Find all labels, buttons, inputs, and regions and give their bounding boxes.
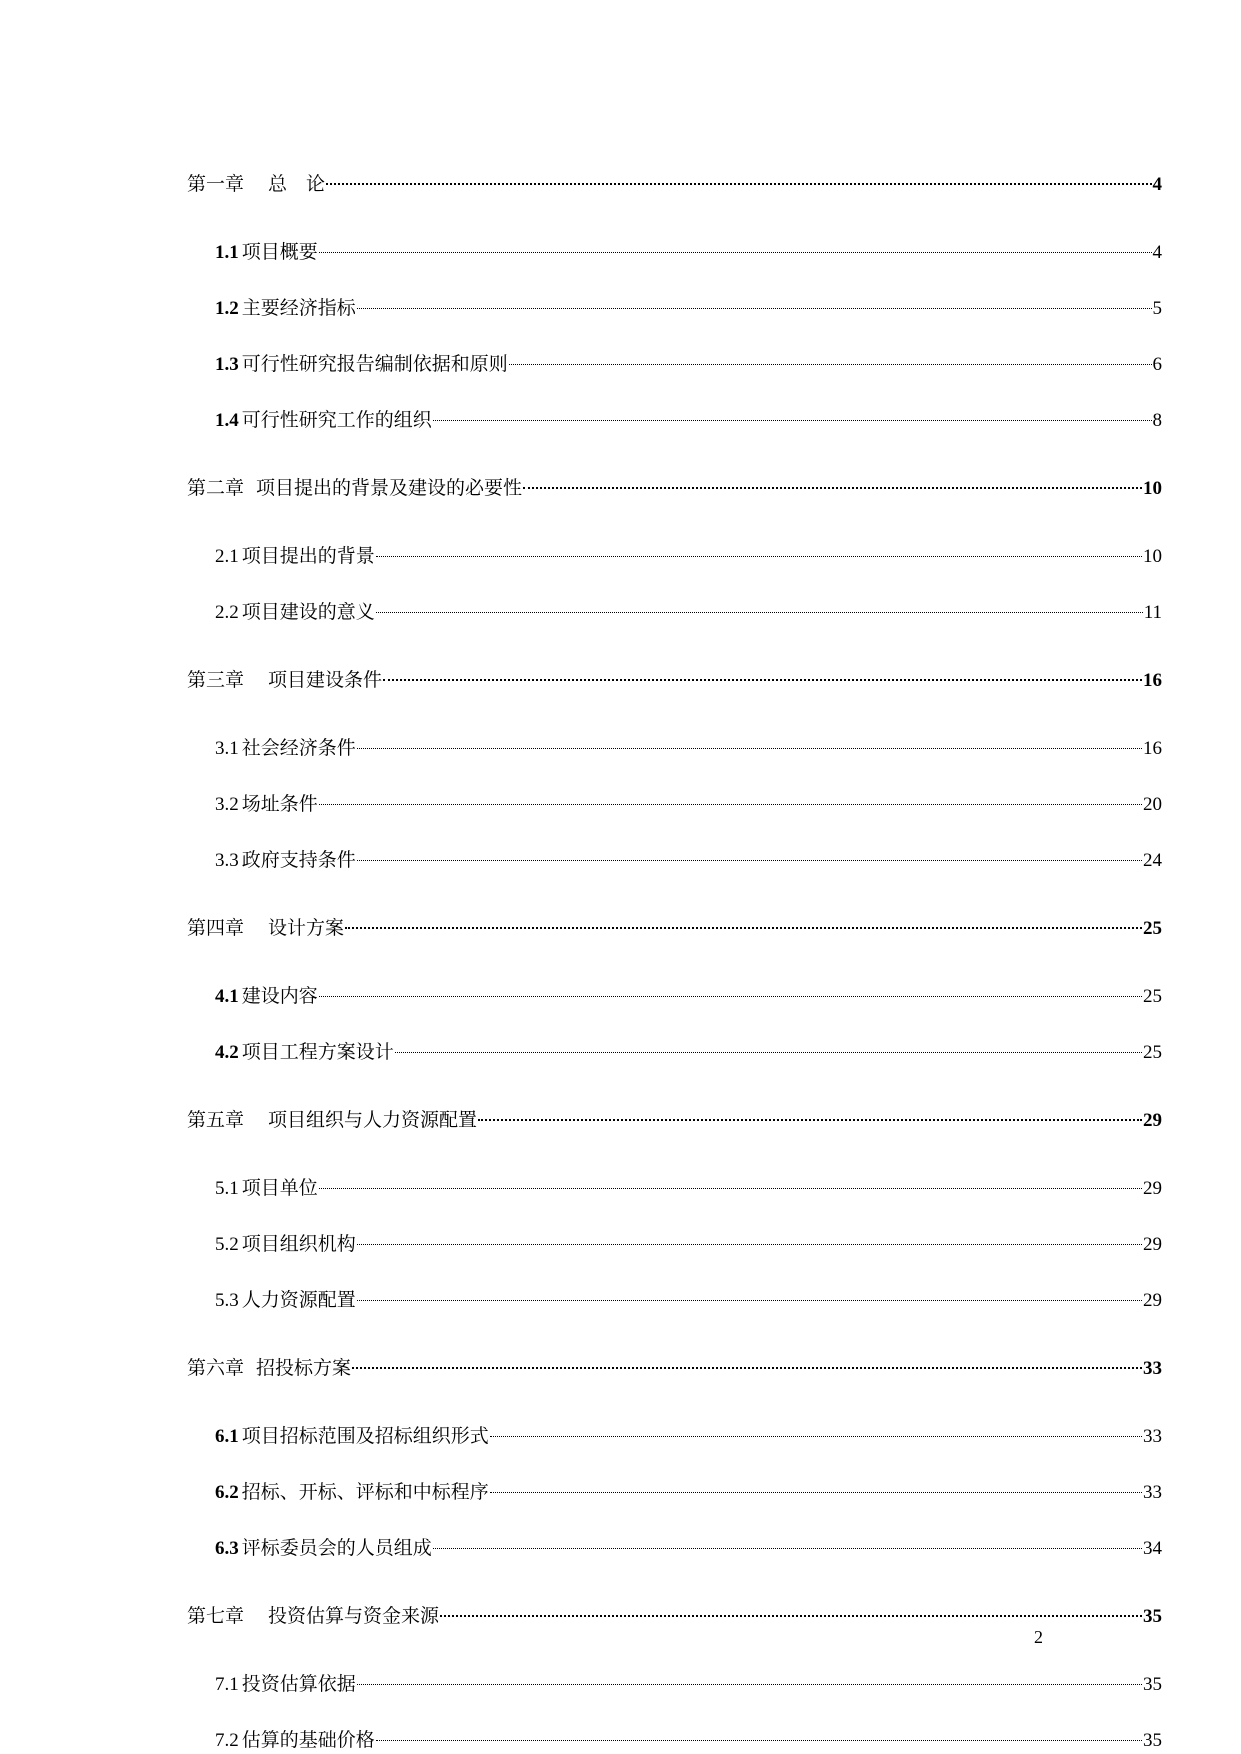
toc-entry-page-number: 29 [1143, 1290, 1162, 1311]
toc-entry-number: 3.3 [215, 850, 239, 871]
toc-entry-page-number: 33 [1143, 1426, 1162, 1447]
toc-entry-number: 7.1 [215, 1674, 239, 1695]
toc-entry-title: 可行性研究工作的组织 [241, 410, 432, 431]
toc-entry-page-number: 20 [1143, 794, 1162, 815]
toc-entry-page-number: 4 [1152, 242, 1162, 263]
dot-leader [490, 1474, 1142, 1498]
toc-chapter-entry[interactable] [187, 1350, 1162, 1381]
toc-section-entry[interactable] [187, 1034, 1162, 1065]
dot-leader [523, 470, 1142, 494]
dot-leader [357, 1226, 1142, 1250]
toc-entry-page-number: 25 [1143, 1042, 1162, 1063]
toc-section-entry[interactable] [187, 730, 1162, 761]
toc-entry-page-number: 35 [1143, 1674, 1162, 1695]
toc-section-entry[interactable] [187, 1170, 1162, 1201]
toc-entry-title: 总 论 [268, 174, 326, 195]
toc-entry-title: 项目概要 [241, 242, 318, 263]
toc-section-entry[interactable] [187, 1666, 1162, 1697]
toc-chapter-entry[interactable] [187, 1598, 1162, 1629]
toc-entry-number: 1.4 [215, 410, 239, 431]
toc-entry-number: 6.2 [215, 1482, 239, 1503]
toc-entry-title: 政府支持条件 [241, 850, 356, 871]
toc-entry-number: 1.1 [215, 242, 239, 263]
toc-section-entry[interactable] [187, 1282, 1162, 1313]
toc-entry-number: 6.3 [215, 1538, 239, 1559]
dot-leader [478, 1102, 1142, 1126]
toc-entry-number: 2.2 [215, 602, 239, 623]
toc-entry-number: 5.1 [215, 1178, 239, 1199]
toc-entry-page-number: 16 [1143, 670, 1162, 691]
toc-entry-page-number: 4 [1152, 174, 1162, 195]
toc-entry-page-number: 34 [1143, 1538, 1162, 1559]
toc-entry-number: 第二章 [187, 478, 245, 499]
toc-chapter-entry[interactable] [187, 1102, 1162, 1133]
dot-leader [319, 978, 1142, 1002]
dot-leader [383, 662, 1142, 686]
toc-entry-title: 建设内容 [241, 986, 318, 1007]
toc-entry-page-number: 33 [1143, 1358, 1162, 1379]
toc-entry-page-number: 35 [1143, 1606, 1162, 1627]
dot-leader [433, 402, 1152, 426]
toc-entry-number: 1.2 [215, 298, 239, 319]
toc-chapter-entry[interactable] [187, 470, 1162, 501]
toc-entry-page-number: 16 [1143, 738, 1162, 759]
toc-entry-number: 7.2 [215, 1730, 239, 1751]
toc-entry-title: 社会经济条件 [241, 738, 356, 759]
toc-section-entry[interactable] [187, 786, 1162, 817]
dot-leader [326, 166, 1151, 190]
toc-entry-number: 5.2 [215, 1234, 239, 1255]
toc-entry-title: 项目提出的背景及建设的必要性 [256, 478, 523, 499]
toc-entry-title: 估算的基础价格 [241, 1730, 375, 1751]
toc-chapter-entry[interactable] [187, 166, 1162, 197]
dot-leader [357, 1282, 1142, 1306]
dot-leader [319, 786, 1142, 810]
toc-entry-title: 项目提出的背景 [241, 546, 375, 567]
toc-entry-number: 第四章 [187, 918, 245, 939]
toc-entry-title: 设计方案 [268, 918, 345, 939]
toc-section-entry[interactable] [187, 1530, 1162, 1561]
toc-section-entry[interactable] [187, 538, 1162, 569]
toc-entry-title: 主要经济指标 [241, 298, 356, 319]
toc-entry-page-number: 10 [1143, 478, 1162, 499]
toc-section-entry[interactable] [187, 1226, 1162, 1257]
toc-entry-title: 人力资源配置 [241, 1290, 356, 1311]
toc-entry-page-number: 8 [1152, 410, 1162, 431]
toc-section-entry[interactable] [187, 234, 1162, 265]
toc-chapter-entry[interactable] [187, 662, 1162, 693]
toc-entry-title: 招标、开标、评标和中标程序 [241, 1482, 489, 1503]
toc-entry-page-number: 29 [1143, 1234, 1162, 1255]
toc-entry-page-number: 29 [1143, 1178, 1162, 1199]
dot-leader [376, 1722, 1142, 1746]
toc-section-entry[interactable] [187, 1722, 1162, 1753]
toc-entry-title: 投资估算依据 [241, 1674, 356, 1695]
toc-entry-title: 招投标方案 [256, 1358, 352, 1379]
toc-entry-title: 投资估算与资金来源 [268, 1606, 440, 1627]
toc-entry-title: 项目组织与人力资源配置 [268, 1110, 478, 1131]
toc-entry-number: 第一章 [187, 174, 245, 195]
toc-entry-title: 项目工程方案设计 [241, 1042, 394, 1063]
toc-entry-title: 项目组织机构 [241, 1234, 356, 1255]
toc-entry-page-number: 29 [1143, 1110, 1162, 1131]
dot-leader [319, 1170, 1142, 1194]
toc-entry-title: 项目单位 [241, 1178, 318, 1199]
table-of-contents [187, 166, 1162, 1753]
dot-leader [357, 730, 1142, 754]
toc-entry-page-number: 10 [1143, 546, 1162, 567]
toc-section-entry[interactable] [187, 842, 1162, 873]
dot-leader [376, 594, 1143, 618]
dot-leader [352, 1350, 1142, 1374]
toc-section-entry[interactable] [187, 402, 1162, 433]
toc-entry-number: 2.1 [215, 546, 239, 567]
toc-entry-title: 可行性研究报告编制依据和原则 [241, 354, 508, 375]
dot-leader [319, 234, 1152, 258]
toc-entry-number: 第五章 [187, 1110, 245, 1131]
page-number: 2 [1034, 1627, 1043, 1647]
toc-entry-page-number: 33 [1143, 1482, 1162, 1503]
toc-entry-number: 3.1 [215, 738, 239, 759]
toc-entry-title: 项目招标范围及招标组织形式 [241, 1426, 489, 1447]
toc-entry-number: 第六章 [187, 1358, 245, 1379]
toc-entry-title: 项目建设的意义 [241, 602, 375, 623]
toc-entry-page-number: 25 [1143, 986, 1162, 1007]
dot-leader [357, 1666, 1142, 1690]
toc-entry-number: 5.3 [215, 1290, 239, 1311]
toc-entry-number: 1.3 [215, 354, 239, 375]
dot-leader [509, 346, 1152, 370]
toc-entry-page-number: 6 [1152, 354, 1162, 375]
toc-entry-title: 场址条件 [241, 794, 318, 815]
dot-leader [357, 842, 1142, 866]
toc-entry-number: 6.1 [215, 1426, 239, 1447]
toc-entry-title: 评标委员会的人员组成 [241, 1538, 432, 1559]
toc-entry-number: 第三章 [187, 670, 245, 691]
toc-entry-title: 项目建设条件 [268, 670, 383, 691]
toc-section-entry[interactable] [187, 346, 1162, 377]
toc-section-entry[interactable] [187, 978, 1162, 1009]
toc-entry-number: 3.2 [215, 794, 239, 815]
toc-section-entry[interactable] [187, 594, 1162, 625]
toc-entry-page-number: 35 [1143, 1730, 1162, 1751]
toc-section-entry[interactable] [187, 1418, 1162, 1449]
toc-entry-page-number: 25 [1143, 918, 1162, 939]
dot-leader [345, 910, 1142, 934]
dot-leader [490, 1418, 1142, 1442]
dot-leader [433, 1530, 1142, 1554]
dot-leader [440, 1598, 1142, 1622]
dot-leader [395, 1034, 1142, 1058]
toc-entry-page-number: 11 [1143, 602, 1162, 623]
toc-chapter-entry[interactable] [187, 910, 1162, 941]
toc-entry-number: 4.2 [215, 1042, 239, 1063]
toc-entry-number: 第七章 [187, 1606, 245, 1627]
dot-leader [376, 538, 1142, 562]
toc-entry-number: 4.1 [215, 986, 239, 1007]
dot-leader [357, 290, 1152, 314]
toc-section-entry[interactable] [187, 1474, 1162, 1505]
toc-entry-page-number: 24 [1143, 850, 1162, 871]
toc-section-entry[interactable] [187, 290, 1162, 321]
toc-entry-page-number: 5 [1152, 298, 1162, 319]
